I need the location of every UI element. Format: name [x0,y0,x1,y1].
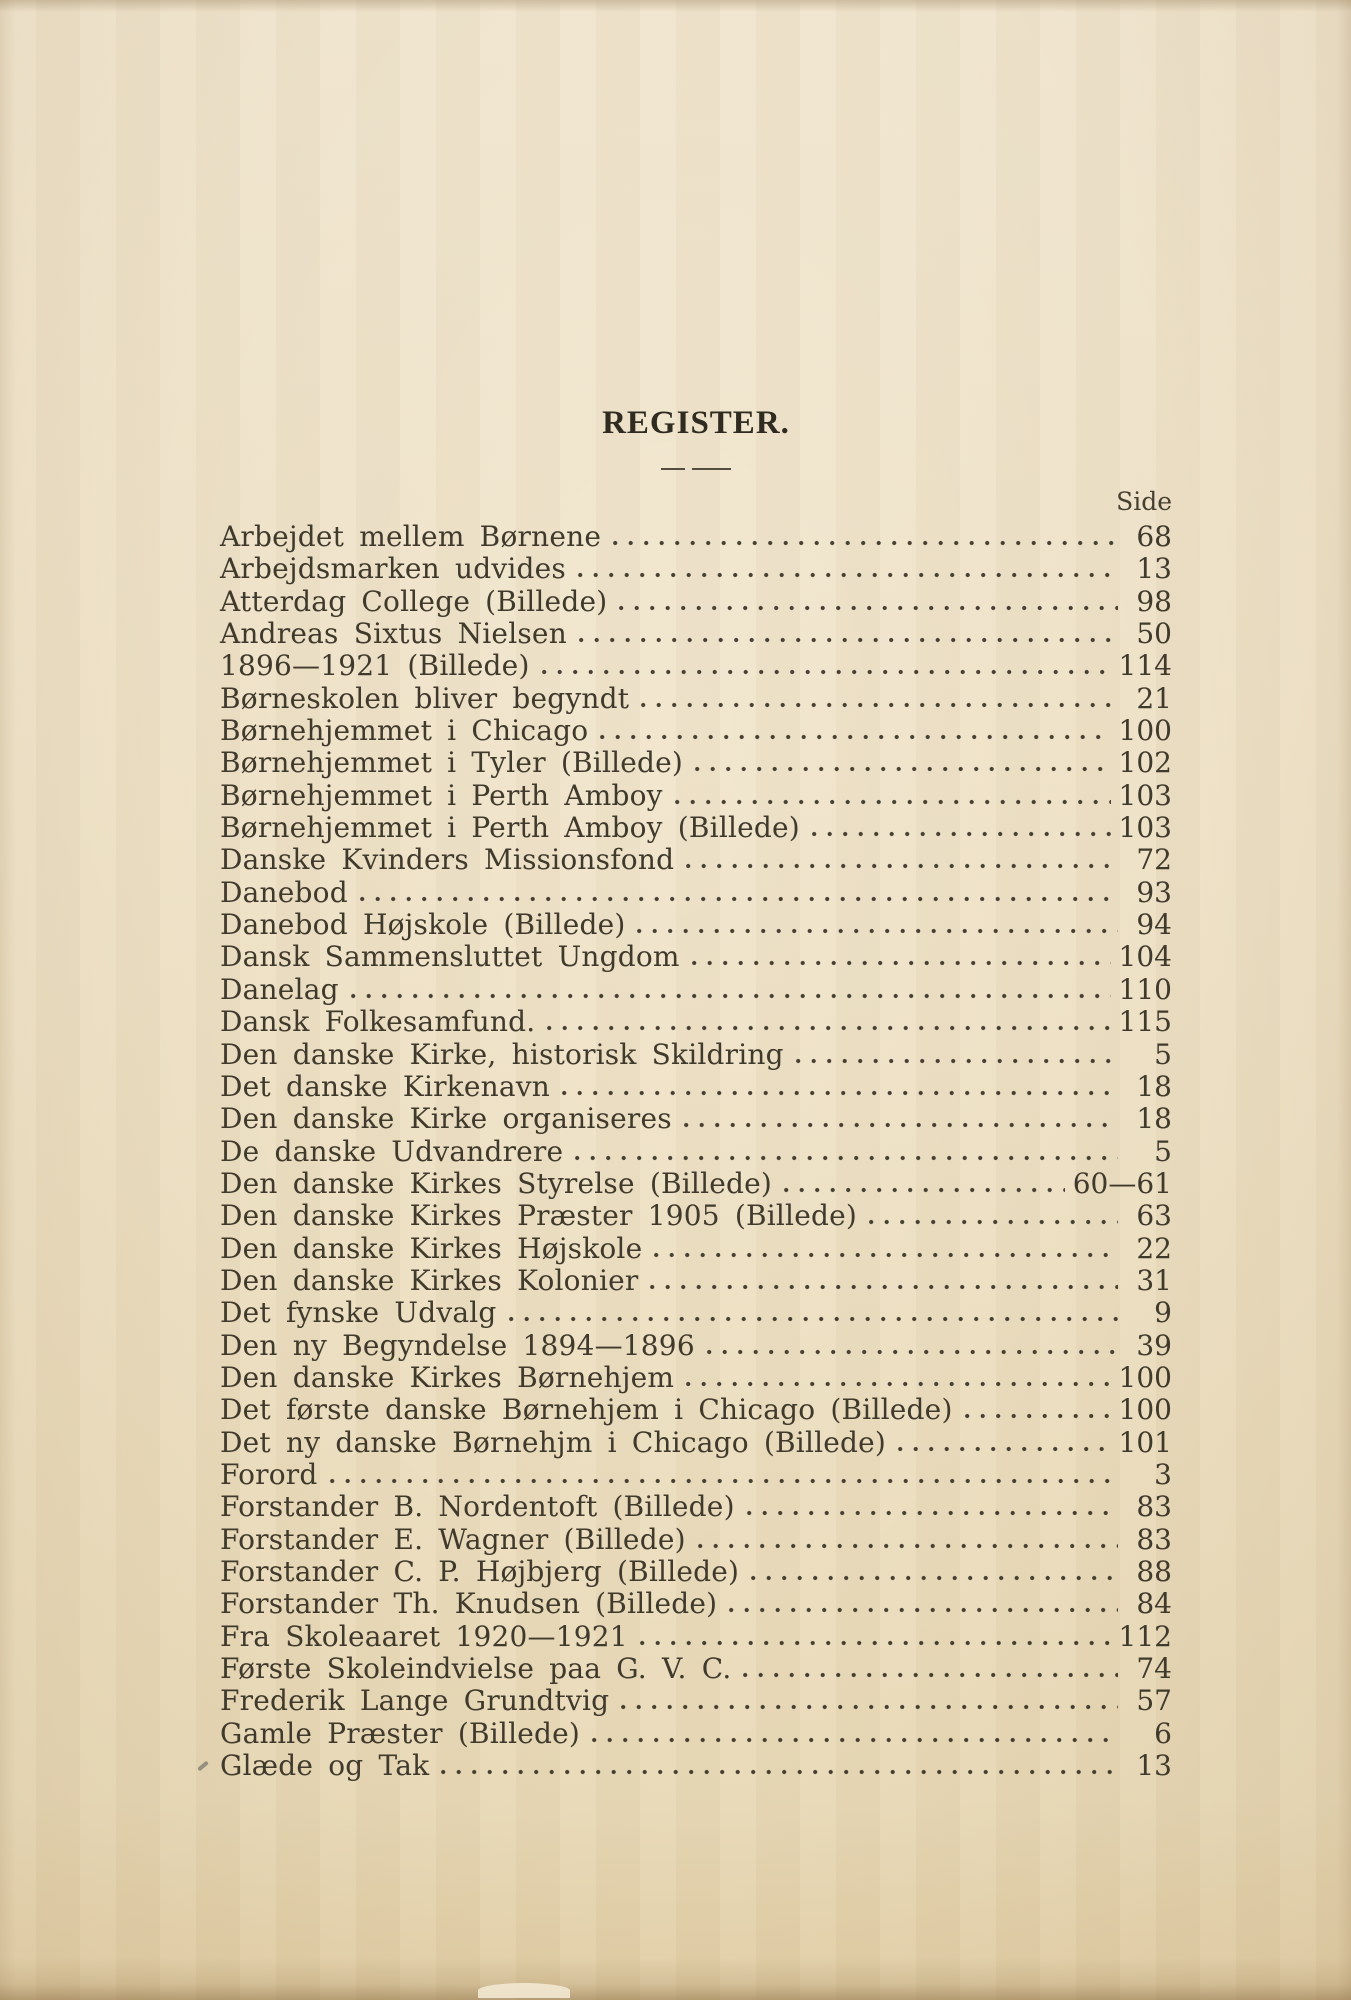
entry-page-number: 103 [1118,811,1172,845]
dot-leader [707,1349,1118,1355]
entry-page-number: 6 [1154,1716,1172,1750]
dot-leader [509,1316,1118,1322]
entry-label: Det fynske Udvalg [220,1296,497,1330]
entry-page-number: 101 [1118,1425,1172,1459]
dot-leader [684,1122,1118,1128]
entry-page-number: 104 [1118,940,1172,974]
dot-leader [330,1478,1118,1484]
dot-leader [695,766,1111,772]
register-row [220,553,1172,585]
entry-label: Forstander E. Wagner (Billede) [220,1522,686,1556]
dot-leader [562,1090,1118,1096]
dot-leader [747,1510,1118,1516]
entry-page-number: 18 [1136,1102,1172,1136]
entry-page-number: 5 [1154,1134,1172,1168]
entry-page-number: 72 [1136,843,1172,877]
entry-label: Den danske Kirkes Børnehjem [220,1360,675,1394]
entry-page-number: 21 [1136,681,1172,715]
dot-leader [784,1187,1065,1193]
register-row [220,1297,1172,1329]
register-row [220,1750,1172,1782]
dot-leader [686,1381,1110,1387]
entry-page-number: 22 [1136,1231,1172,1265]
entry-page-number: 5 [1154,1037,1172,1071]
entry-label: Dansk Sammensluttet Ungdom [220,940,680,974]
text-column [220,0,1172,2000]
entry-label: Det danske Kirkenavn [220,1069,551,1103]
entry-label: Andreas Sixtus Nielsen [220,617,567,651]
register-row [220,1330,1172,1362]
entry-label: Arbejdsmarken udvides [220,552,566,586]
dot-leader [640,1640,1111,1646]
dot-leader [351,993,1111,999]
register-row [220,1718,1172,1750]
dot-leader [751,1575,1118,1581]
dot-leader [698,1543,1118,1549]
register-row [220,844,1172,876]
entry-page-number: 98 [1136,584,1172,618]
entry-label: Forord [220,1457,318,1491]
dot-leader [547,1025,1110,1031]
register-row [220,1459,1172,1491]
register-row [220,1200,1172,1232]
dot-leader [575,1155,1118,1161]
dot-leader [692,960,1111,966]
dot-leader [675,799,1111,805]
entry-label: Frederik Lange Grundtvig [220,1684,610,1718]
entry-label: 1896—1921 (Billede) [220,649,530,683]
register-row [220,877,1172,909]
entry-page-number: 50 [1136,617,1172,651]
entry-label: Den danske Kirkes Styrelse (Billede) [220,1166,773,1200]
register-row [220,1136,1172,1168]
entry-label: Gamle Præster (Billede) [220,1716,581,1750]
entry-page-number: 39 [1136,1328,1172,1362]
register-row [220,747,1172,779]
dot-leader [650,1284,1118,1290]
register-row [220,1427,1172,1459]
entry-page-number: 57 [1136,1684,1172,1718]
dot-leader [869,1219,1118,1225]
entry-label: Børnehjemmet i Tyler (Billede) [220,746,684,780]
entry-label: Børneskolen bliver begyndt [220,681,630,715]
entry-page-number: 83 [1136,1522,1172,1556]
dot-leader [743,1672,1118,1678]
register-row [220,780,1172,812]
entry-page-number: 100 [1118,1393,1172,1427]
entry-label: Den danske Kirkes Præster 1905 (Billede) [220,1199,858,1233]
dot-leader [812,831,1111,837]
entry-page-number: 88 [1136,1555,1172,1588]
entry-page-number: 9 [1154,1296,1172,1330]
register-row [220,683,1172,715]
entry-label: Fra Skoleaaret 1920—1921 [220,1619,628,1653]
entry-label: Den danske Kirke, historisk Skildring [220,1037,784,1071]
dot-leader [637,928,1118,934]
dot-leader [641,702,1118,708]
register-row [220,650,1172,682]
entry-label: Danebod Højskole (Billede) [220,908,626,942]
dot-leader [592,1737,1118,1743]
dot-leader [613,540,1118,546]
entry-page-number: 31 [1136,1263,1172,1297]
entry-page-number: 3 [1154,1457,1172,1491]
entry-label: Atterdag College (Billede) [220,584,608,618]
entry-label: Det ny danske Børnehjm i Chicago (Billede) [220,1425,887,1459]
page-title: REGISTER. [602,405,790,441]
entry-label: Arbejdet mellem Børnene [220,520,602,553]
entry-page-number: 13 [1136,552,1172,586]
register-row [220,1653,1172,1685]
entry-page-number: 68 [1136,520,1172,553]
entry-page-number: 60—61 [1072,1166,1172,1200]
entry-page-number: 100 [1118,1360,1172,1394]
entry-page-number: 112 [1118,1619,1172,1653]
entry-label: Forstander Th. Knudsen (Billede) [220,1587,718,1621]
entry-page-number: 114 [1118,649,1172,683]
entry-page-number: 110 [1118,972,1172,1006]
entry-label: Glæde og Tak [220,1749,430,1783]
divider-segment [692,468,731,470]
dot-leader [898,1446,1111,1452]
register-row [220,586,1172,618]
register-row [220,1685,1172,1717]
entry-label: Den danske Kirkes Højskole [220,1231,643,1265]
dot-leader [578,572,1118,578]
dot-leader [796,1058,1118,1064]
entry-page-number: 115 [1118,1005,1172,1039]
entry-page-number: 100 [1118,714,1172,748]
entry-label: Børnehjemmet i Chicago [220,714,589,748]
register-row [220,1168,1172,1200]
dot-leader [579,637,1118,643]
entry-page-number: 102 [1118,746,1172,780]
register-row [220,941,1172,973]
entry-page-number: 63 [1136,1199,1172,1233]
dot-leader [619,605,1118,611]
entry-label: Den danske Kirke organiseres [220,1102,672,1136]
entry-label: Børnehjemmet i Perth Amboy [220,778,663,812]
pen-mark [197,1761,209,1772]
entry-label: Den ny Begyndelse 1894—1896 [220,1328,695,1362]
entry-page-number: 74 [1136,1652,1172,1686]
register-row [220,1362,1172,1394]
paper-tear [478,1983,570,1998]
dot-leader [686,863,1118,869]
divider-segment [661,468,685,470]
register-row [220,974,1172,1006]
entry-page-number: 83 [1136,1490,1172,1524]
register-row [220,715,1172,747]
dot-leader [729,1607,1118,1613]
side-column-header: Side [1116,487,1172,516]
register-row [220,1233,1172,1265]
entry-label: Dansk Folkesamfund. [220,1005,536,1039]
entry-label: Den danske Kirkes Kolonier [220,1263,639,1297]
entry-label: Danelag [220,972,339,1006]
entry-label: De danske Udvandrere [220,1134,564,1168]
register-row [220,909,1172,941]
dot-leader [654,1252,1118,1258]
register-row [220,1394,1172,1426]
entry-label: Danske Kvinders Missionsfond [220,843,675,877]
entry-page-number: 18 [1136,1069,1172,1103]
entry-page-number: 103 [1118,778,1172,812]
entry-label: Børnehjemmet i Perth Amboy (Billede) [220,811,800,845]
entry-page-number: 84 [1136,1587,1172,1621]
register-row [220,1071,1172,1103]
dot-leader [621,1704,1118,1710]
dot-leader [360,896,1118,902]
entry-page-number: 93 [1136,875,1172,909]
register-row [220,1103,1172,1135]
register-row [220,1524,1172,1556]
dot-leader [441,1769,1118,1775]
register-row [220,1039,1172,1071]
dot-leader [542,669,1111,675]
title-divider [220,468,1172,470]
register-row [220,812,1172,844]
entry-label: Første Skoleindvielse paa G. V. C. [220,1652,732,1686]
register-row [220,1265,1172,1297]
register-row [220,1588,1172,1620]
entry-label: Det første danske Børnehjem i Chicago (Billede) [220,1393,953,1427]
register-row [220,618,1172,650]
dot-leader [600,734,1110,740]
entry-label: Forstander C. P. Højbjerg (Billede) [220,1555,740,1588]
dot-leader [965,1413,1111,1419]
register-row [220,1556,1172,1588]
register-row [220,1491,1172,1523]
register-list [220,521,1172,1782]
entry-page-number: 13 [1136,1749,1172,1783]
entry-label: Forstander B. Nordentoft (Billede) [220,1490,735,1524]
register-row [220,521,1172,553]
register-row [220,1621,1172,1653]
entry-label: Danebod [220,875,348,909]
entry-page-number: 94 [1136,908,1172,942]
register-row [220,1006,1172,1038]
